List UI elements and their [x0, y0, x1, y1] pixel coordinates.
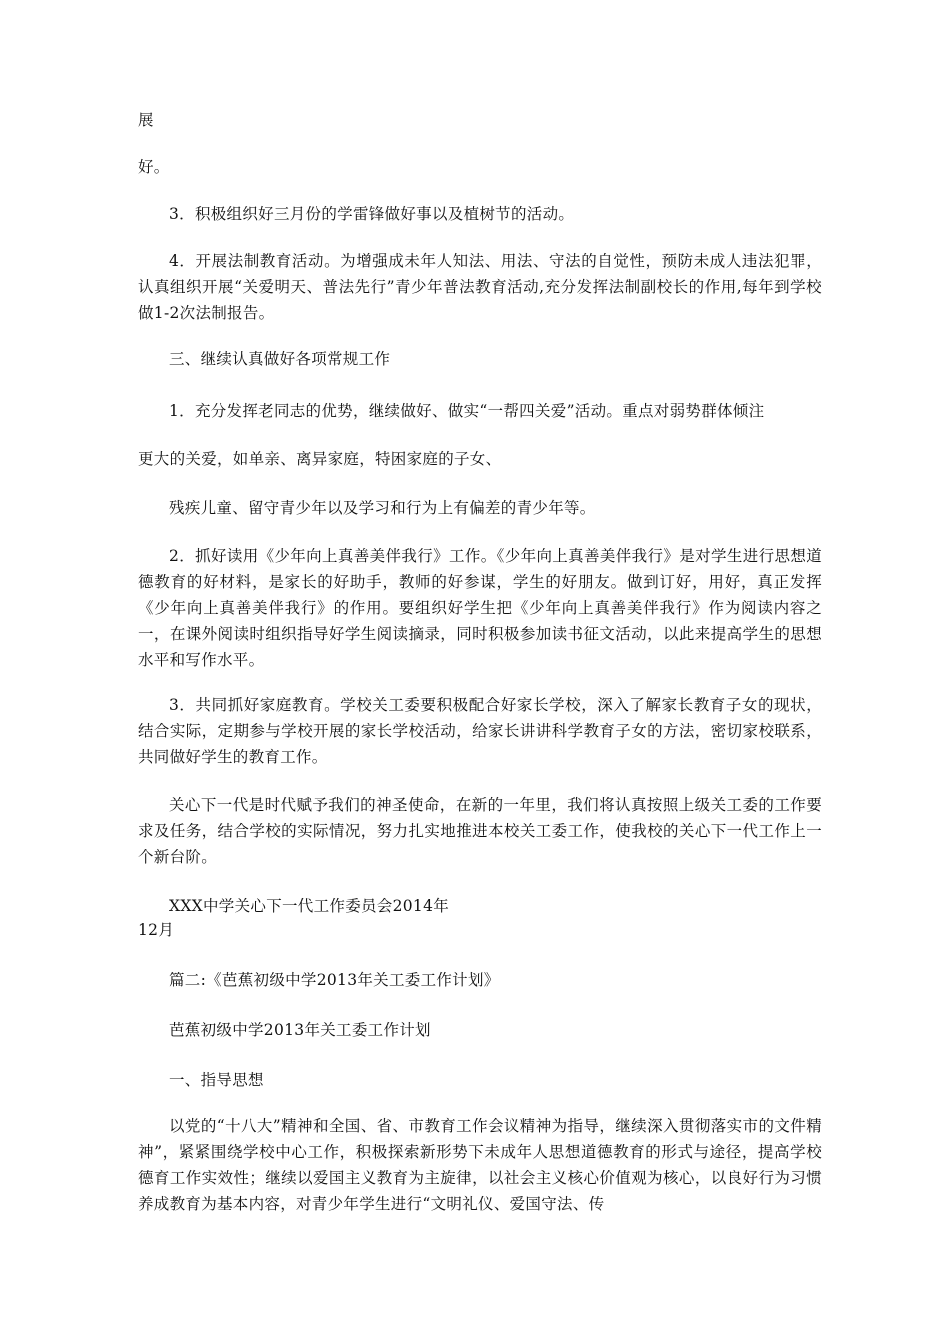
paragraph-item-1-tail: 残疾儿童、留守青少年以及学习和行为上有偏差的青少年等。 — [169, 499, 596, 517]
paragraph-conclusion: 关心下一代是时代赋予我们的神圣使命，在新的一年里，我们将认真按照上级关工委的工作要求及任务，结合学校的实际情况，努力扎实地推进本校关工委工作，使我校的关心下一代工作上一个新台阶。 — [138, 796, 822, 866]
text-line-fragment: 好。 — [138, 158, 170, 176]
paragraph-guiding-thought: 以党的“十八大”精神和全国、省、市教育工作会议精神为指导，继续深入贯彻落实市的文件精神”，紧紧围绕学校中心工作，积极探索新形势下未成年人思想道德教育的形式与途径，提高学校德育工作实效性；继续以爱国主义教育为主旋律，以社会主义核心价值观为核心，以良好行为习惯养成教育为基本内容，对青少年学生进行“文明礼仪、爱国守法、传 — [138, 1117, 822, 1213]
paragraph-legal-education: 4．开展法制教育活动。为增强成未年人知法、用法、守法的自觉性，预防未成人违法犯罪，认真组织开展“关爱明天、普法先行”青少年普法教育活动,充分发挥法制副校长的作用,每年到学校做1-2次法制报告。 — [138, 252, 822, 322]
paragraph-family-education: 3．共同抓好家庭教育。学校关工委要积极配合好家长学校，深入了解家长教育子女的现状，结合实际，定期参与学校开展的家长学校活动，给家长讲讲科学教育子女的方法，密切家校联系，共同做好学生的教育工作。 — [138, 696, 822, 766]
paragraph-item-1-continuation: 更大的关爱，如单亲、离异家庭，特困家庭的子女、 — [138, 450, 502, 468]
section-heading-one: 一、指导思想 — [169, 1071, 264, 1089]
article-title: 篇二:《芭蕉初级中学2013年关工委工作计划》 — [169, 971, 500, 989]
paragraph-item-1: 1．充分发挥老同志的优势，继续做好、做实“一帮四关爱”活动。重点对弱势群体倾注 — [169, 402, 765, 420]
signature-committee: XXX中学关心下一代工作委员会2014年 — [169, 897, 450, 915]
signature-date: 12月 — [138, 921, 175, 939]
paragraph-reading-work: 2．抓好读用《少年向上真善美伴我行》工作。《少年向上真善美伴我行》是对学生进行思想道德教育的好材料，是家长的好助手，教师的好参谋，学生的好朋友。做到订好，用好，真正发挥《少年向上真善美伴我行》的作用。要组织好学生把《少年向上真善美伴我行》作为阅读内容之一，在课外阅读时组织指导好学生阅读摘录，同时积极参加读书征文活动，以此来提高学生的思想水平和写作水平。 — [138, 547, 822, 669]
list-item-3: 3．积极组织好三月份的学雷锋做好事以及植树节的活动。 — [169, 205, 575, 223]
section-heading-three: 三、继续认真做好各项常规工作 — [169, 350, 391, 368]
text-line-fragment: 展 — [138, 111, 154, 129]
plan-title: 芭蕉初级中学2013年关工委工作计划 — [169, 1021, 431, 1039]
